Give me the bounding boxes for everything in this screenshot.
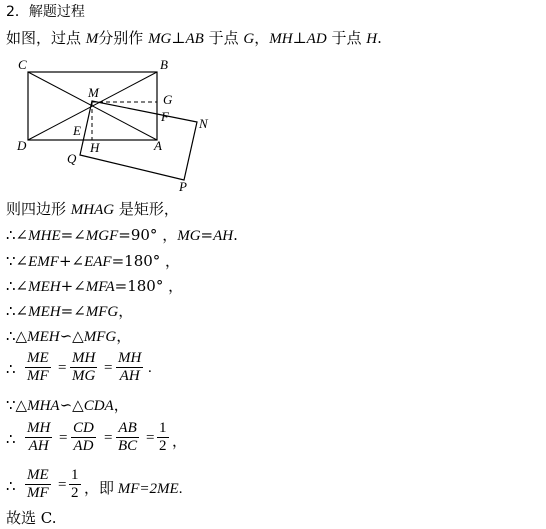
- label-p: P: [179, 179, 187, 194]
- fraction-me-mf: ME MF: [27, 350, 49, 384]
- fraction-mh-ah: MH AH: [118, 350, 142, 384]
- line-similar-1: ∴△MEH∽△MFG，: [6, 327, 132, 345]
- therefore-symbol: ∴: [6, 479, 16, 495]
- label-e: E: [73, 123, 81, 138]
- equals-sign: =: [146, 430, 155, 446]
- fraction-one-half: 1 2: [71, 467, 79, 501]
- fraction-me-mf: ME MF: [27, 467, 49, 501]
- section-heading: 2．解题过程: [6, 4, 85, 20]
- equals-sign: =: [104, 360, 113, 376]
- label-h: H: [90, 140, 100, 155]
- line-supplementary-2: ∴∠MEH+∠MFA=180° ，: [6, 277, 184, 295]
- line-similar-2: ∵△MHA∽△CDA，: [6, 396, 129, 414]
- final-answer: 故选 C.: [6, 509, 57, 527]
- equals-sign: =: [58, 477, 67, 493]
- line-equal-angles: ∴∠MEH=∠MFG，: [6, 302, 134, 320]
- fraction-cd-ad: CD AD: [73, 420, 94, 454]
- label-f: F: [161, 109, 169, 124]
- equals-sign: =: [59, 430, 68, 446]
- line-supplementary-1: ∵∠EMF+∠EAF=180° ，: [6, 252, 181, 270]
- fraction-mh-mg: MH MG: [72, 350, 96, 384]
- geometry-figure: [0, 55, 230, 200]
- period: .: [148, 360, 152, 376]
- line-rectangle: 则四边形 MHAG 是矩形，: [6, 200, 179, 218]
- label-n: N: [199, 116, 208, 131]
- therefore-symbol: ∴: [6, 432, 16, 448]
- label-q: Q: [67, 151, 77, 166]
- label-b: B: [160, 57, 168, 72]
- fraction-one-half: 1 2: [159, 420, 167, 454]
- label-g: G: [163, 92, 173, 107]
- fraction-ab-bc: AB BC: [118, 420, 138, 454]
- fraction-mh-ah: MH AH: [27, 420, 51, 454]
- therefore-symbol: ∴: [6, 362, 16, 378]
- intro-line: 如图，过点 M分别作 MG⊥AB 于点 G，MH⊥AD 于点 H.: [6, 29, 382, 47]
- equals-sign: =: [58, 360, 67, 376]
- label-a: A: [154, 138, 162, 153]
- label-m: M: [88, 85, 99, 100]
- label-c: C: [18, 57, 27, 72]
- conclusion-text: ，即 MF=2ME.: [84, 481, 183, 497]
- equals-sign: =: [104, 430, 113, 446]
- label-d: D: [17, 138, 27, 153]
- comma: ，: [172, 434, 188, 450]
- line-right-angles: ∴∠MHE=∠MGF=90° ，MG=AH.: [6, 226, 238, 244]
